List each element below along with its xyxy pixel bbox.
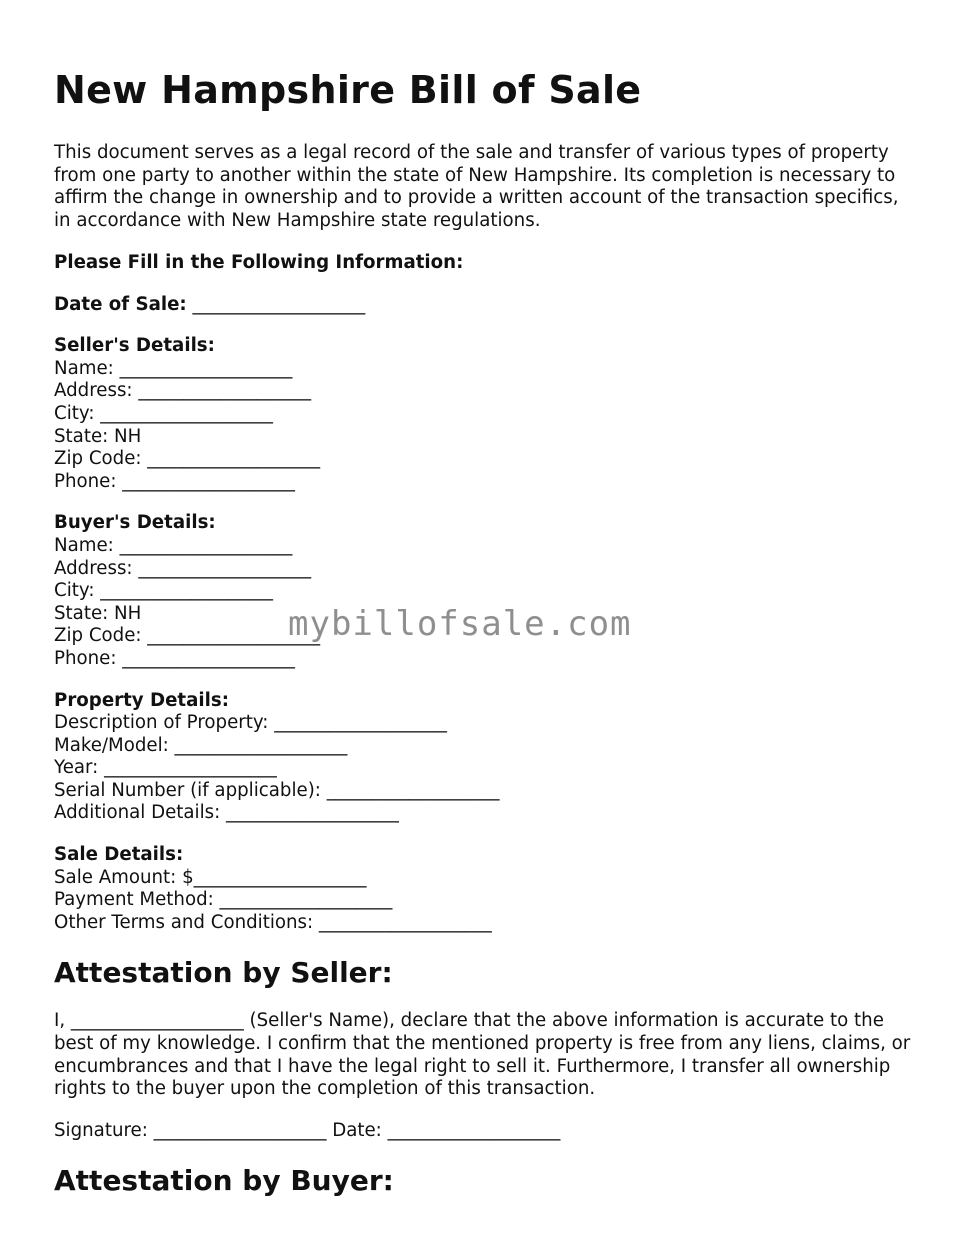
buyer-attestation-heading: Attestation by Buyer: (54, 1164, 394, 1198)
seller-city-field[interactable]: City: ___________________ (54, 402, 274, 424)
seller-signature-line[interactable]: Signature: ___________________ Date: ___________________ (54, 1119, 561, 1141)
date-of-sale-field[interactable]: ___________________ (192, 293, 366, 315)
seller-details (54, 335, 914, 493)
other-terms-field[interactable]: Other Terms and Conditions: ___________________ (54, 911, 492, 933)
payment-method-field[interactable]: Payment Method: ___________________ (54, 889, 393, 911)
seller-name-field[interactable]: Name: ___________________ (54, 357, 293, 379)
property-make-model-field[interactable]: Make/Model: ___________________ (54, 734, 348, 756)
buyer-details (54, 512, 914, 670)
property-serial-field[interactable]: Serial Number (if applicable): ___________________ (54, 779, 500, 801)
document-title: New Hampshire Bill of Sale (54, 68, 642, 112)
seller-heading: Seller's Details: (54, 335, 215, 357)
seller-state: State: NH (54, 425, 142, 447)
buyer-address-field[interactable]: Address: ___________________ (54, 557, 312, 579)
buyer-heading: Buyer's Details: (54, 512, 216, 534)
intro-paragraph: This document serves as a legal record of the sale and transfer of various types of property from one party to another within the state of New Hampshire. Its completion is necessary to affirm the change in ownership and to provide a written account of the transaction specifics, in accordance with New Hampshire state regulations. (54, 142, 899, 231)
sale-heading: Sale Details: (54, 844, 184, 866)
instructions-heading: Please Fill in the Following Information: (54, 252, 464, 273)
date-of-sale-row (54, 294, 914, 317)
date-of-sale-label: Date of Sale: (54, 293, 187, 315)
buyer-phone-field[interactable]: Phone: ___________________ (54, 647, 296, 669)
buyer-state: State: NH (54, 602, 142, 624)
seller-phone-field[interactable]: Phone: ___________________ (54, 470, 296, 492)
sale-details (54, 844, 914, 934)
watermark: mybillofsale.com (288, 604, 632, 644)
seller-attestation-text: I, ___________________ (Seller's Name), declare that the above information is accurate to the best of my knowledge. I confirm that the mentioned property is free from any liens, claims, or encumbrances and that I have the legal right to sell it. Furthermore, I transfer all ownership rights to the buyer upon the completion of this transaction. (54, 1010, 911, 1100)
property-details (54, 690, 914, 826)
sale-amount-field[interactable]: Sale Amount: $___________________ (54, 866, 367, 888)
property-year-field[interactable]: Year: ___________________ (54, 757, 277, 779)
seller-attestation-heading: Attestation by Seller: (54, 956, 393, 990)
seller-zip-field[interactable]: Zip Code: ___________________ (54, 448, 321, 470)
buyer-zip-field[interactable]: Zip Code: ___________________ (54, 625, 321, 647)
property-description-field[interactable]: Description of Property: ___________________ (54, 712, 448, 734)
property-additional-field[interactable]: Additional Details: ___________________ (54, 802, 399, 824)
buyer-name-field[interactable]: Name: ___________________ (54, 534, 293, 556)
seller-address-field[interactable]: Address: ___________________ (54, 380, 312, 402)
property-heading: Property Details: (54, 689, 229, 711)
buyer-city-field[interactable]: City: ___________________ (54, 580, 274, 602)
